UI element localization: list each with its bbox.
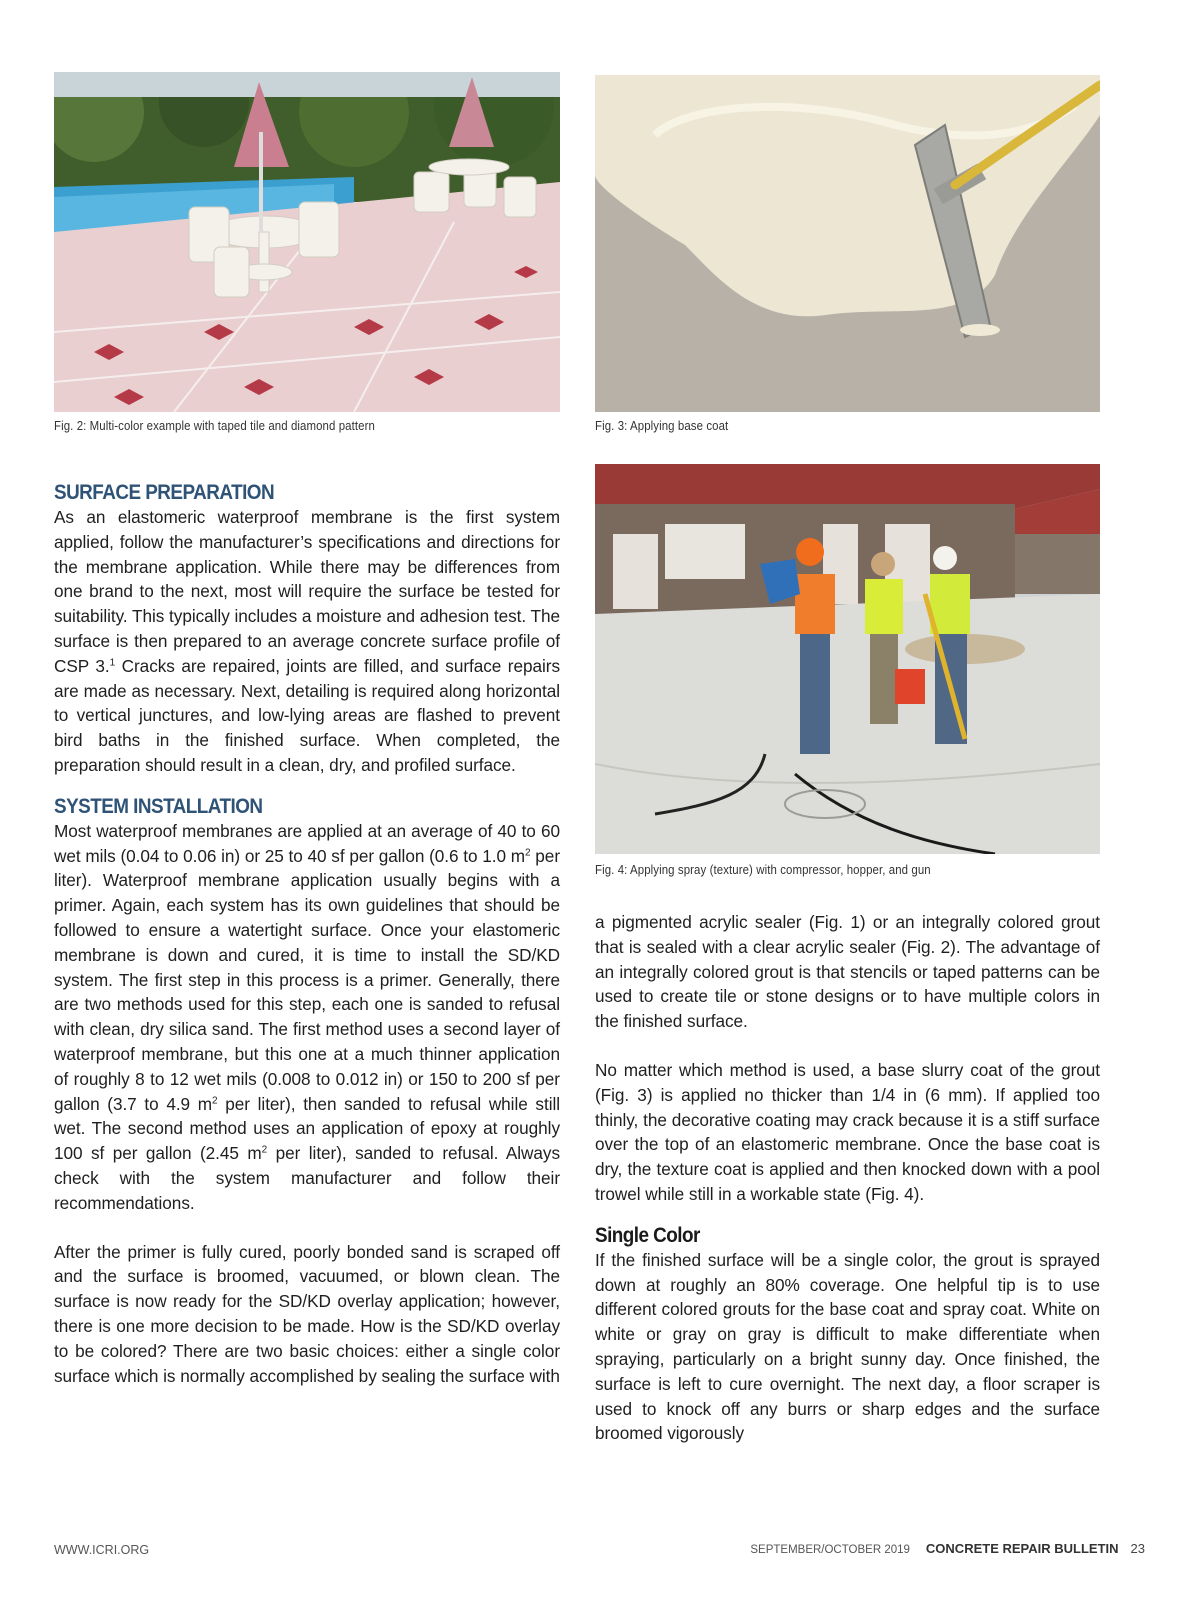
fig4-caption: Fig. 4: Applying spray (texture) with compressor, hopper, and gun bbox=[595, 862, 931, 877]
fig2-image bbox=[54, 72, 560, 412]
single-color-heading: Single Color bbox=[595, 1223, 700, 1247]
system-installation-paragraph-2: After the primer is fully cured, poorly bonded sand is scraped off and the surface is broomed, vacuumed, or blown clean. The surface is now ready for the SD/KD overlay application; however, there is one more decision to be made. How is the SD/KD overlay to be colored? There are two basic choices: either a single color surface which is normally accomplished by sealing the surface with bbox=[54, 1241, 560, 1386]
footer-publication: CONCRETE REPAIR BULLETIN bbox=[925, 1541, 1119, 1556]
footer-date: SEPTEMBER/OCTOBER 2019 bbox=[750, 1544, 910, 1556]
surface-preparation-paragraph: As an elastomeric waterproof membrane is the first system applied, follow the manufacturer’s specifications and directions for the membrane application. While there may be differences from one brand to the next, most will require the surface be tested for suitability. This typically includes a moisture and adhesion test. The surface is then prepared to an average concrete surface profile of CSP 3.$^1$ Cracks are repaired, joints are filled, and surface repairs are made as necessary. Next, detailing is required along horizontal to vertical junctures, and low-lying areas are flashed to prevent bird baths in the finished surface. When completed, the preparation should result in a clean, dry, and profiled surface. bbox=[54, 507, 560, 775]
left-column bbox=[54, 480, 560, 1388]
single-color-paragraph: If the finished surface will be a single color, the grout is sprayed down at roughly an 80% coverage. One helpful tip is to use different colored grouts for the base coat and spray coat. White on white or gray on gray is difficult to make differentiate when spraying, particularly on a bright sunny day. Once finished, the surface is left to cure overnight. The next day, a floor scraper is used to knock off any burrs or sharp edges and the surface broomed vigorously bbox=[595, 1249, 1100, 1444]
fig3-caption: Fig. 3: Applying base coat bbox=[595, 418, 729, 433]
system-installation-paragraph-1: Most waterproof membranes are applied at an average of 40 to 60 wet mils (0.04 to 0.06 in) or 25 to 40 sf per gallon (0.6 to 1.0 $m^2$ per liter). Waterproof membrane application usually begins with a primer. Again, each system has its own guidelines that should be followed to ensure a watertight surface. Once your elastomeric membrane is down and cured, it is time to install the SD/KD system. The first step in this process is a primer. Generally, there are two methods used for this step, each one is sanded to refusal with clean, dry silica sand. The first method uses a second layer of waterproof membrane, but this one at a much thinner application of roughly 8 to 12 wet mils (0.008 to 0.012 in) or 150 to 200 sf per gallon (3.7 to 4.9 $m^2$ per liter), then sanded to refusal while still wet. The second method uses an application of epoxy at roughly 100 sf per gallon (2.45 $m^2$ per liter), sanded to refusal. Always check with the system manufacturer and follow their recommendations. bbox=[54, 820, 561, 1213]
right-paragraph-2: No matter which method is used, a base slurry coat of the grout (Fig. 3) is applied no thicker than 1/4 in (6 mm). If applied too thinly, the decorative coating may crack because it is a stiff surface over the top of an elastomeric membrane. Once the base coat is dry, the texture coat is applied and then knocked down with a pool trowel while still in a workable state (Fig. 4). bbox=[595, 1059, 1100, 1204]
page-number: 23 bbox=[1130, 1541, 1145, 1556]
right-paragraph-1: a pigmented acrylic sealer (Fig. 1) or an integrally colored grout that is sealed with a clear acrylic sealer (Fig. 2). The advantage of an integrally colored grout is that stencils or taped patterns can be used to create tile or stone designs or to have multiple colors in the finished surface. bbox=[595, 912, 1100, 1032]
fig3-image bbox=[595, 75, 1100, 412]
footnote-marker: 1 bbox=[109, 657, 116, 669]
footer-website[interactable]: WWW.ICRI.ORG bbox=[54, 1543, 150, 1557]
fig4-image bbox=[595, 464, 1100, 854]
footer-issue-info bbox=[750, 1541, 1145, 1556]
fig2-caption: Fig. 2: Multi-color example with taped tile and diamond pattern bbox=[54, 418, 375, 433]
surface-preparation-heading: SURFACE PREPARATION bbox=[54, 481, 275, 504]
right-column bbox=[595, 910, 1100, 1446]
system-installation-heading: SYSTEM INSTALLATION bbox=[54, 794, 263, 818]
